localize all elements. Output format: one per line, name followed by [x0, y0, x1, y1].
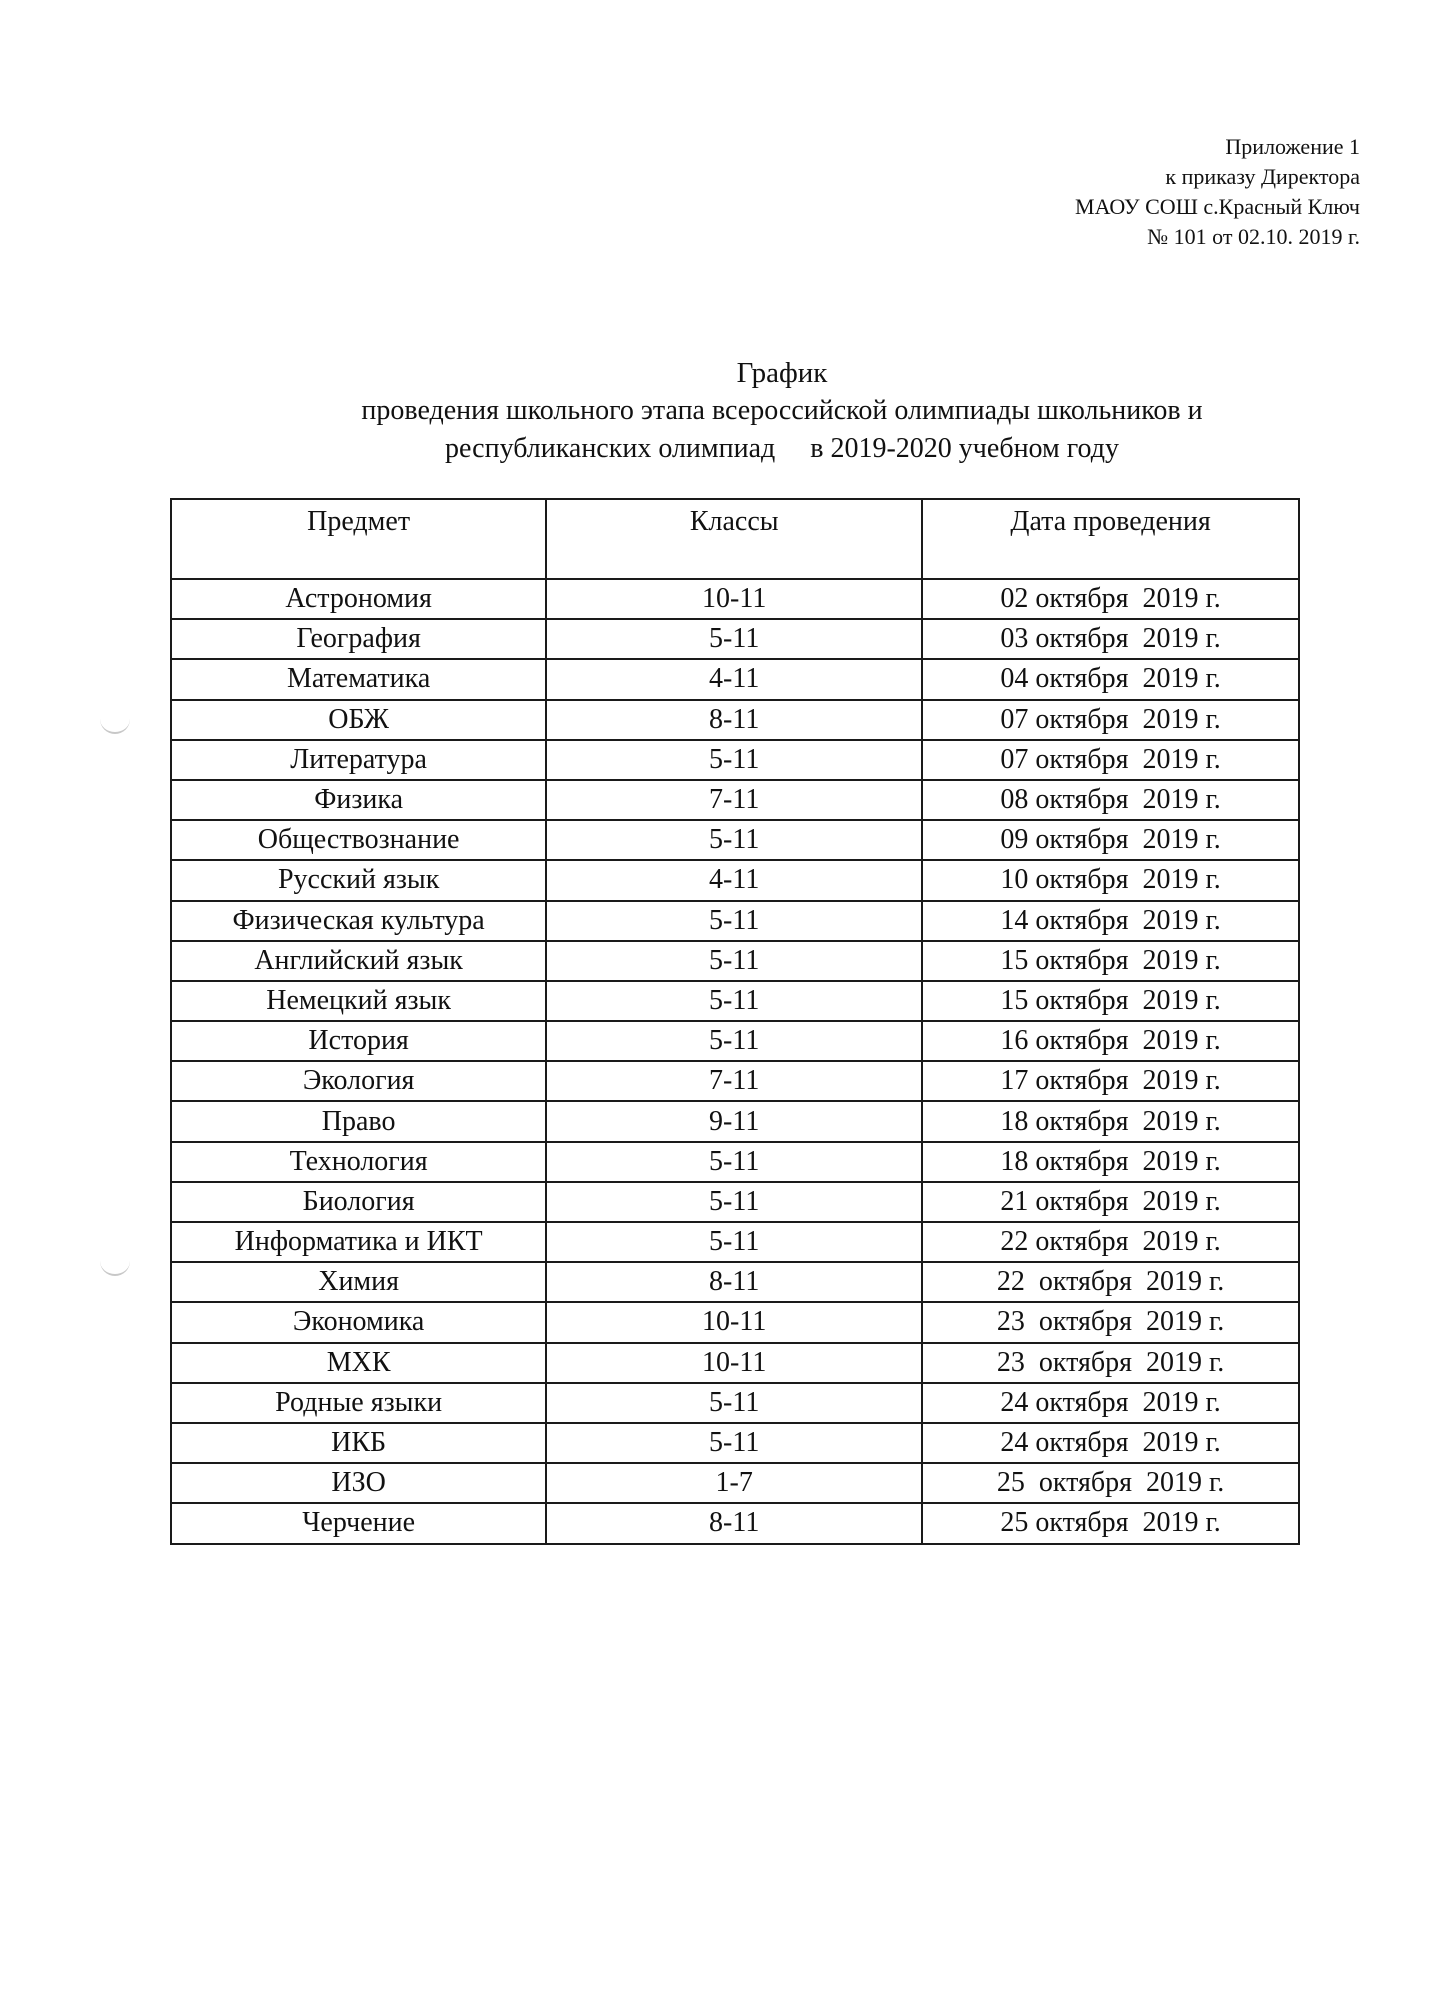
cell-classes: 7-11 — [546, 780, 922, 820]
table-row — [171, 780, 1299, 820]
cell-subject: Астрономия — [171, 579, 546, 619]
title-line-3: республиканских олимпиад в 2019-2020 учебном году — [445, 433, 1119, 464]
cell-subject: Физическая культура — [171, 901, 546, 941]
cell-classes: 1-7 — [546, 1463, 922, 1503]
table-row — [171, 1262, 1299, 1302]
table-row — [171, 1061, 1299, 1101]
cell-subject: Информатика и ИКТ — [171, 1222, 546, 1262]
cell-classes: 9-11 — [546, 1101, 922, 1141]
cell-date: 04 октября 2019 г. — [922, 659, 1299, 699]
cell-classes: 10-11 — [546, 579, 922, 619]
cell-subject: Экономика — [171, 1302, 546, 1342]
table-row — [171, 700, 1299, 740]
cell-date: 09 октября 2019 г. — [922, 820, 1299, 860]
table-row — [171, 579, 1299, 619]
cell-classes: 5-11 — [546, 901, 922, 941]
table-header-row — [171, 499, 1299, 579]
cell-subject: Английский язык — [171, 941, 546, 981]
cell-date: 17 октября 2019 г. — [922, 1061, 1299, 1101]
cell-classes: 8-11 — [546, 1503, 922, 1543]
cell-subject: ОБЖ — [171, 700, 546, 740]
cell-date: 15 октября 2019 г. — [922, 941, 1299, 981]
table-row — [171, 1302, 1299, 1342]
cell-date: 21 октября 2019 г. — [922, 1182, 1299, 1222]
cell-subject: Технология — [171, 1142, 546, 1182]
table-row — [171, 1463, 1299, 1503]
cell-date: 16 октября 2019 г. — [922, 1021, 1299, 1061]
cell-subject: Химия — [171, 1262, 546, 1302]
cell-subject: География — [171, 619, 546, 659]
table-row — [171, 1182, 1299, 1222]
cell-date: 23 октября 2019 г. — [922, 1343, 1299, 1383]
cell-subject: Обществознание — [171, 820, 546, 860]
table-body — [171, 579, 1299, 1544]
table-row — [171, 1383, 1299, 1423]
table-row — [171, 619, 1299, 659]
cell-classes: 5-11 — [546, 1423, 922, 1463]
cell-classes: 4-11 — [546, 659, 922, 699]
cell-classes: 10-11 — [546, 1302, 922, 1342]
cell-date: 15 октября 2019 г. — [922, 981, 1299, 1021]
cell-classes: 5-11 — [546, 820, 922, 860]
table-row — [171, 820, 1299, 860]
cell-subject: Черчение — [171, 1503, 546, 1543]
table-row — [171, 740, 1299, 780]
cell-date: 02 октября 2019 г. — [922, 579, 1299, 619]
table-row — [171, 981, 1299, 1021]
title-main: График — [736, 357, 828, 389]
table-row — [171, 659, 1299, 699]
table-row — [171, 1343, 1299, 1383]
header-classes: Классы — [546, 499, 922, 579]
appendix-line-2: к приказу Директора — [1165, 164, 1360, 189]
margin-punch-mark — [100, 718, 130, 734]
header-date: Дата проведения — [922, 499, 1299, 579]
header-subject: Предмет — [171, 499, 546, 579]
cell-classes: 5-11 — [546, 1182, 922, 1222]
cell-date: 25 октября 2019 г. — [922, 1503, 1299, 1543]
cell-classes: 5-11 — [546, 740, 922, 780]
cell-classes: 4-11 — [546, 860, 922, 900]
cell-date: 14 октября 2019 г. — [922, 901, 1299, 941]
cell-classes: 5-11 — [546, 619, 922, 659]
table-row — [171, 1423, 1299, 1463]
table-row — [171, 901, 1299, 941]
olympiad-schedule-table — [170, 498, 1300, 1545]
table-row — [171, 941, 1299, 981]
cell-date: 03 октября 2019 г. — [922, 619, 1299, 659]
cell-subject: Родные языки — [171, 1383, 546, 1423]
cell-date: 08 октября 2019 г. — [922, 780, 1299, 820]
cell-date: 24 октября 2019 г. — [922, 1423, 1299, 1463]
margin-punch-mark — [100, 1260, 130, 1276]
cell-subject: Право — [171, 1101, 546, 1141]
appendix-line-4: № 101 от 02.10. 2019 г. — [1147, 224, 1360, 249]
cell-subject: ИЗО — [171, 1463, 546, 1503]
table-row — [171, 1142, 1299, 1182]
cell-classes: 5-11 — [546, 1383, 922, 1423]
cell-date: 22 октября 2019 г. — [922, 1262, 1299, 1302]
cell-classes: 5-11 — [546, 1021, 922, 1061]
cell-subject: Русский язык — [171, 860, 546, 900]
cell-date: 07 октября 2019 г. — [922, 700, 1299, 740]
cell-date: 18 октября 2019 г. — [922, 1101, 1299, 1141]
cell-subject: Немецкий язык — [171, 981, 546, 1021]
cell-subject: Экология — [171, 1061, 546, 1101]
cell-classes: 10-11 — [546, 1343, 922, 1383]
cell-date: 10 октября 2019 г. — [922, 860, 1299, 900]
table-row — [171, 1503, 1299, 1543]
table-row — [171, 1101, 1299, 1141]
table-row — [171, 1222, 1299, 1262]
cell-subject: История — [171, 1021, 546, 1061]
cell-subject: МХК — [171, 1343, 546, 1383]
cell-date: 07 октября 2019 г. — [922, 740, 1299, 780]
cell-classes: 8-11 — [546, 1262, 922, 1302]
appendix-line-3: МАОУ СОШ с.Красный Ключ — [1075, 194, 1360, 219]
cell-date: 22 октября 2019 г. — [922, 1222, 1299, 1262]
cell-classes: 5-11 — [546, 1142, 922, 1182]
cell-classes: 7-11 — [546, 1061, 922, 1101]
cell-subject: Литература — [171, 740, 546, 780]
table-row — [171, 1021, 1299, 1061]
cell-classes: 5-11 — [546, 1222, 922, 1262]
cell-classes: 5-11 — [546, 981, 922, 1021]
cell-classes: 8-11 — [546, 700, 922, 740]
cell-classes: 5-11 — [546, 941, 922, 981]
cell-date: 18 октября 2019 г. — [922, 1142, 1299, 1182]
cell-date: 25 октября 2019 г. — [922, 1463, 1299, 1503]
cell-date: 23 октября 2019 г. — [922, 1302, 1299, 1342]
document-title — [0, 354, 1454, 468]
cell-subject: ИКБ — [171, 1423, 546, 1463]
cell-subject: Физика — [171, 780, 546, 820]
appendix-header — [1075, 132, 1360, 252]
appendix-line-1: Приложение 1 — [1225, 134, 1360, 159]
cell-date: 24 октября 2019 г. — [922, 1383, 1299, 1423]
title-line-2: проведения школьного этапа всероссийской олимпиады школьников и — [361, 395, 1203, 426]
cell-subject: Биология — [171, 1182, 546, 1222]
table-row — [171, 860, 1299, 900]
cell-subject: Математика — [171, 659, 546, 699]
